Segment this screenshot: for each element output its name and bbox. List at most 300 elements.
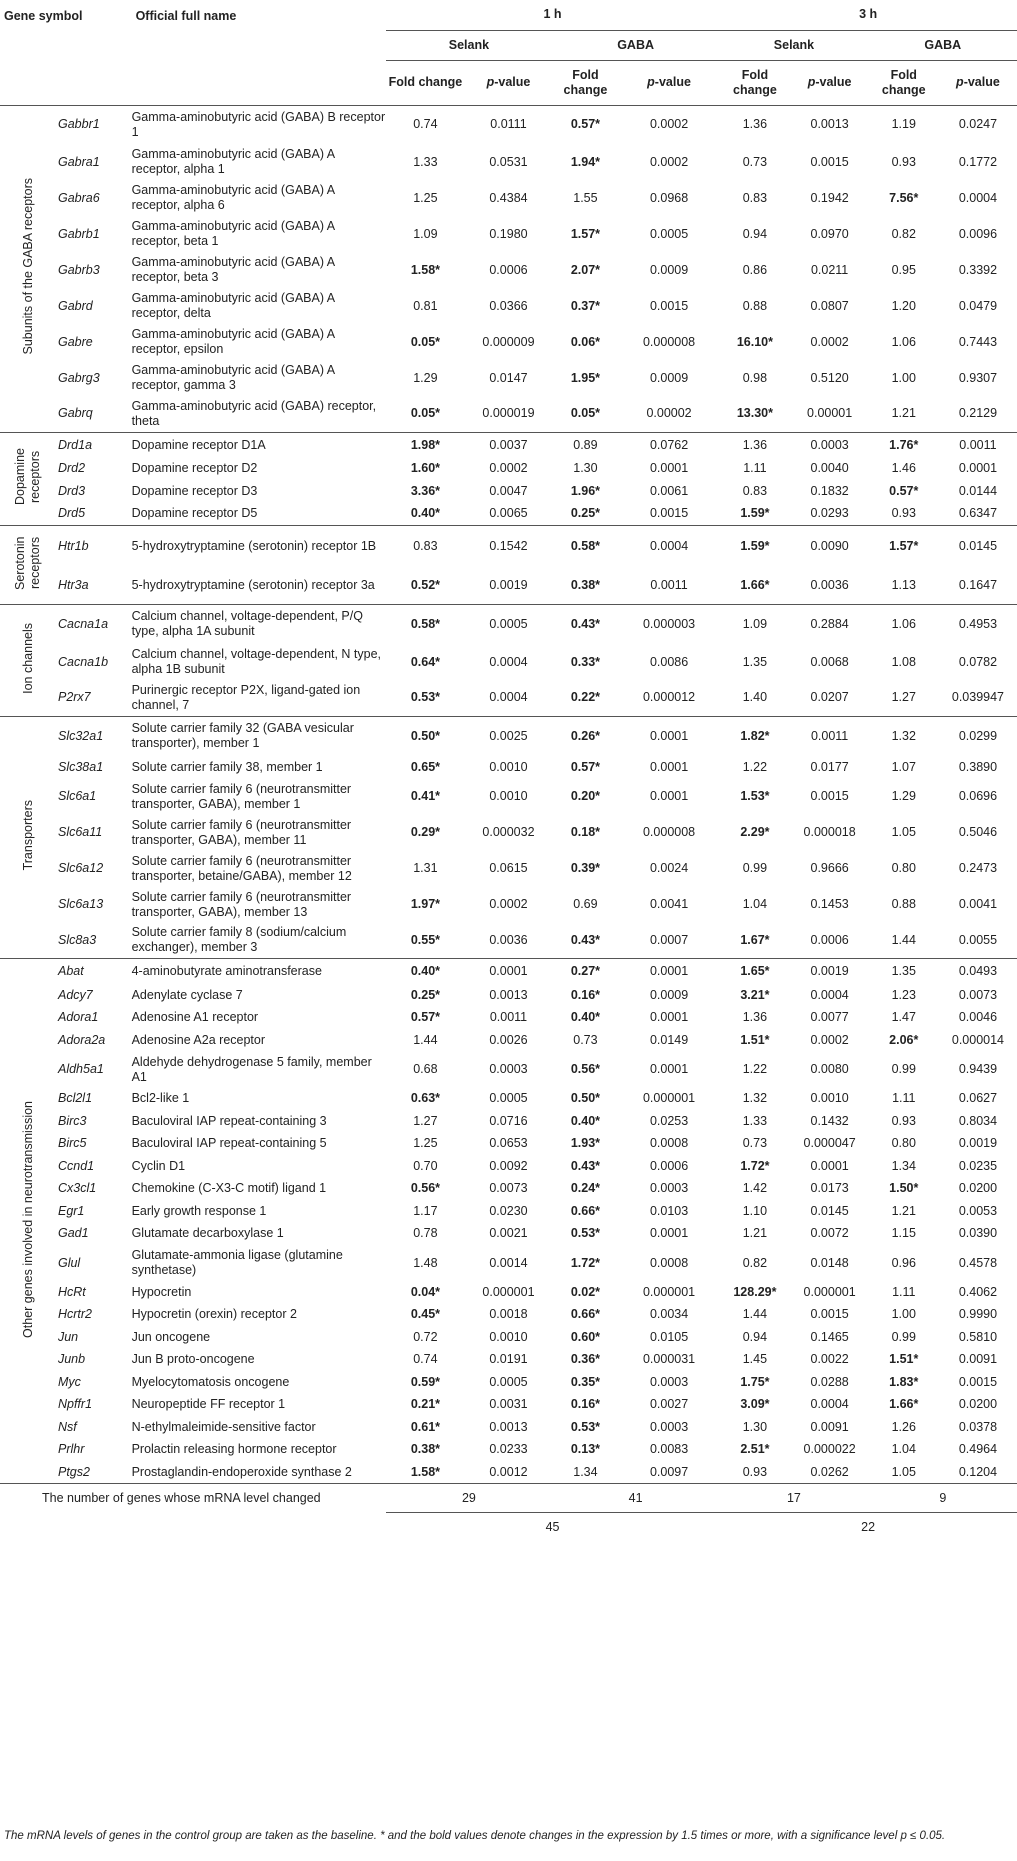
p-value: 0.9307: [958, 370, 998, 385]
table-row: [0, 432, 1017, 458]
p-value: 0.0009: [649, 987, 689, 1002]
p-value: 0.0013: [791, 105, 869, 144]
fold-change-value: 1.17: [413, 1203, 438, 1218]
p-value: 0.0036: [489, 932, 528, 947]
gene-symbol: Junb: [57, 1352, 86, 1367]
fold-change-value: 1.34: [891, 1158, 916, 1173]
fold-change-value: 1.47: [891, 1010, 916, 1025]
gene-full-name: Gamma-aminobutyric acid (GABA) A receptor, epsilon: [131, 327, 335, 356]
p-value: 0.9990: [958, 1307, 998, 1322]
p-value: 0.0293: [810, 506, 849, 520]
table-row: [0, 1326, 1017, 1349]
p-value: 0.0173: [810, 1181, 849, 1196]
p-value: 0.0015: [649, 506, 689, 520]
fold-change-value: 0.83: [742, 483, 768, 498]
p-value: 0.0288: [810, 1374, 849, 1389]
fold-change-value: 0.70: [413, 1158, 438, 1173]
fold-change-value: 1.44: [891, 932, 916, 947]
header-fold-change: Fold change: [552, 60, 619, 105]
fold-change-value: 1.08: [891, 654, 916, 669]
p-value: 0.0001: [465, 959, 552, 985]
gene-full-name: Solute carrier family 6 (neurotransmitter transporter, GABA), member 13: [131, 889, 352, 919]
table-row: [0, 644, 1017, 680]
group-label: Serotonin receptors: [0, 525, 58, 604]
fold-change-value: 0.82: [891, 226, 916, 241]
table-row: [0, 756, 1017, 779]
fold-change-value: 1.29: [413, 370, 438, 385]
p-value: 0.0006: [810, 932, 849, 947]
fold-change-value: 0.93: [891, 154, 916, 169]
p-value: 0.0479: [958, 298, 998, 313]
p-value: 0.0001: [649, 461, 689, 476]
p-value: 0.0762: [619, 432, 719, 458]
gene-symbol: Drd5: [57, 506, 86, 520]
fold-change-value: 0.60*: [570, 1329, 601, 1344]
table-row: [0, 480, 1017, 503]
fold-change-value: 0.93: [891, 506, 916, 520]
table-row: [0, 1304, 1017, 1327]
fold-change-value: 0.83: [742, 190, 768, 205]
p-value: 0.0003: [649, 1181, 689, 1196]
fold-change-value: 1.48: [413, 1255, 438, 1270]
fold-change-value: 1.46: [891, 461, 916, 476]
header-fold-change: Fold change: [719, 60, 790, 105]
gene-symbol: Birc3: [57, 1113, 87, 1128]
fold-change-value: 0.96: [891, 1255, 916, 1270]
fold-change-value: 0.22*: [570, 690, 601, 705]
fold-change-value: 1.66*: [740, 577, 770, 592]
fold-change-value: 0.95: [891, 262, 916, 277]
p-value: 0.2473: [958, 861, 998, 875]
table-row: [0, 180, 1017, 216]
p-value: 0.0037: [465, 432, 552, 458]
gene-symbol: P2rx7: [57, 690, 91, 705]
fold-change-value: 0.94: [742, 226, 768, 241]
p-value: 0.000001: [642, 1091, 696, 1106]
p-value: 0.0047: [489, 483, 528, 498]
fold-change-value: 1.15: [891, 1226, 916, 1241]
table-row: [0, 1461, 1017, 1484]
p-value: 0.0233: [489, 1442, 528, 1457]
p-value: 0.0003: [489, 1062, 528, 1076]
fold-change-value: 0.78: [413, 1226, 438, 1241]
fold-change-value: 0.94: [742, 1329, 768, 1344]
p-value: 0.0366: [489, 298, 528, 313]
p-value: 0.000018: [803, 825, 856, 839]
gene-symbol: Nsf: [57, 1419, 77, 1434]
fold-change-value: 0.18*: [570, 825, 601, 839]
fold-change-value: 1.31: [413, 861, 438, 875]
summary-total-3h: 22: [861, 1519, 876, 1534]
fold-change-value: 0.56*: [570, 1062, 601, 1076]
fold-change-value: 0.59*: [410, 1374, 441, 1389]
fold-change-value: 1.51*: [740, 1032, 770, 1047]
group-label: Subunits of the GABA receptors: [0, 105, 58, 432]
gene-symbol: Gad1: [57, 1226, 89, 1241]
fold-change-value: 1.09: [413, 226, 438, 241]
p-value: 0.000001: [642, 1284, 696, 1299]
gene-full-name: Adenosine A2a receptor: [131, 1032, 266, 1047]
p-value: 0.0008: [649, 1255, 689, 1270]
fold-change-value: 0.57*: [889, 483, 919, 498]
p-value: 0.0092: [489, 1158, 528, 1173]
header-3h-gaba: GABA: [869, 30, 1017, 60]
p-value: 0.0091: [958, 1352, 998, 1367]
gene-symbol: Npffr1: [57, 1397, 93, 1412]
table-row: [0, 1178, 1017, 1201]
gene-full-name: Gamma-aminobutyric acid (GABA) A receptor, gamma 3: [131, 363, 335, 392]
gene-full-name: Neuropeptide FF receptor 1: [131, 1397, 286, 1412]
gene-full-name: Prolactin releasing hormone receptor: [131, 1442, 337, 1457]
gene-full-name: Hypocretin: [131, 1284, 192, 1299]
table-row: [0, 1133, 1017, 1156]
fold-change-value: 3.09*: [740, 1397, 770, 1412]
gene-symbol: Gabbr1: [58, 105, 132, 144]
p-value: 0.0615: [489, 861, 528, 875]
p-value: 0.0653: [489, 1136, 528, 1151]
p-value: 0.0041: [958, 897, 998, 911]
fold-change-value: 1.33: [742, 1113, 768, 1128]
fold-change-value: 0.05*: [410, 406, 441, 421]
table-row: [0, 503, 1017, 526]
p-value: 0.000047: [803, 1136, 856, 1151]
p-value: 0.0001: [619, 716, 719, 756]
p-value: 0.3392: [958, 262, 998, 277]
fold-change-value: 0.73: [573, 1032, 598, 1047]
p-value: 0.1204: [958, 1464, 998, 1479]
gene-full-name: Gamma-aminobutyric acid (GABA) receptor, theta: [131, 398, 377, 428]
fold-change-value: 0.74: [413, 1352, 438, 1367]
p-value: 0.0004: [489, 690, 528, 705]
p-value: 0.0011: [939, 432, 1017, 458]
fold-change-value: 0.53*: [410, 690, 441, 705]
p-value: 0.0009: [649, 262, 689, 277]
fold-change-value: 1.04: [742, 897, 768, 911]
fold-change-value: 0.50*: [570, 1091, 601, 1106]
fold-change-value: 1.65*: [719, 959, 790, 985]
p-value: 0.1772: [958, 154, 998, 169]
fold-change-value: 1.11: [892, 1091, 916, 1106]
gene-symbol: Adora1: [57, 1010, 99, 1025]
fold-change-value: 1.76*: [869, 432, 939, 458]
p-value: 0.5120: [810, 370, 849, 385]
p-value: 0.0207: [810, 690, 849, 705]
p-value: 0.0968: [649, 190, 689, 205]
fold-change-value: 1.25: [413, 190, 438, 205]
p-value: 0.0177: [810, 759, 849, 774]
gene-full-name: Calcium channel, voltage-dependent, N type, alpha 1B subunit: [131, 647, 382, 676]
fold-change-value: 1.27: [891, 690, 916, 705]
p-value: 0.0103: [649, 1203, 689, 1218]
table-row: [0, 525, 1017, 567]
fold-change-value: 0.36*: [570, 1352, 601, 1367]
gene-full-name: Solute carrier family 38, member 1: [131, 759, 323, 774]
gene-symbol: Abat: [58, 959, 132, 985]
p-value: 0.3890: [958, 759, 998, 774]
gene-symbol: Glul: [57, 1255, 81, 1270]
summary-count: 41: [552, 1484, 719, 1513]
fold-change-value: 1.32: [869, 716, 939, 756]
fold-change-value: 0.04*: [410, 1284, 441, 1299]
fold-change-value: 1.36: [742, 1010, 768, 1025]
table-row: [0, 815, 1017, 851]
fold-change-value: 1.06: [891, 334, 916, 349]
fold-change-value: 0.02*: [570, 1284, 601, 1299]
p-value: 0.0073: [958, 987, 998, 1002]
table-row: [0, 252, 1017, 288]
p-value: 0.0111: [465, 105, 552, 144]
p-value: 0.0253: [649, 1113, 689, 1128]
summary-count: 9: [869, 1484, 1017, 1513]
p-value: 0.0200: [958, 1397, 998, 1412]
gene-symbol: Adcy7: [57, 987, 93, 1002]
table-row: [0, 1416, 1017, 1439]
fold-change-value: 1.58*: [410, 1464, 441, 1479]
p-value: 0.0006: [489, 262, 528, 277]
table-row: [0, 1155, 1017, 1178]
group-label: Transporters: [0, 716, 58, 959]
p-value: 0.5046: [958, 825, 998, 839]
fold-change-value: 0.93: [891, 1113, 916, 1128]
fold-change-value: 0.73: [742, 154, 768, 169]
gene-symbol: Gabrb1: [57, 226, 100, 241]
p-value: 0.0040: [810, 461, 849, 476]
group-label: Ion channels: [0, 604, 58, 716]
fold-change-value: 0.73: [742, 1136, 768, 1151]
fold-change-value: 0.24*: [570, 1181, 601, 1196]
group-label: Dopamine receptors: [0, 432, 58, 525]
table-row: [0, 1223, 1017, 1246]
gene-symbol: Drd3: [57, 483, 86, 498]
gene-full-name: Gamma-aminobutyric acid (GABA) A receptor, beta 3: [131, 255, 335, 284]
table-row: [0, 604, 1017, 644]
p-value: 0.0001: [810, 1158, 849, 1173]
table-row: [0, 984, 1017, 1007]
fold-change-value: 1.58*: [410, 262, 441, 277]
fold-change-value: 3.36*: [410, 483, 441, 498]
p-value: 0.0091: [810, 1419, 849, 1434]
p-value: 0.0021: [489, 1226, 528, 1241]
gene-symbol: Slc6a12: [57, 861, 104, 875]
fold-change-value: 0.53*: [570, 1226, 601, 1241]
fold-change-value: 1.22: [742, 759, 768, 774]
p-value: 0.0002: [810, 334, 849, 349]
p-value: 0.0015: [958, 1374, 998, 1389]
fold-change-value: 1.26: [891, 1419, 916, 1434]
p-value: 0.000014: [951, 1032, 1005, 1047]
summary-count: 17: [719, 1484, 868, 1513]
fold-change-value: 0.40*: [386, 959, 465, 985]
p-value: 0.0531: [489, 154, 528, 169]
gene-full-name: Solute carrier family 6 (neurotransmitter transporter, GABA), member 1: [131, 781, 352, 811]
fold-change-value: 0.25*: [570, 506, 601, 520]
fold-change-value: 1.93*: [570, 1136, 601, 1151]
gene-full-name: Solute carrier family 32 (GABA vesicular transporter), member 1: [132, 716, 386, 756]
header-gene-symbol: Gene symbol: [4, 9, 83, 23]
fold-change-value: 0.88: [742, 298, 768, 313]
p-value: 0.000009: [482, 334, 535, 349]
table-summary: [0, 1484, 1017, 1542]
p-value: 0.0031: [489, 1397, 528, 1412]
fold-change-value: 1.98*: [386, 432, 465, 458]
fold-change-value: 0.20*: [570, 789, 601, 803]
summary-total-1h: 45: [545, 1519, 560, 1534]
gene-symbol: Birc5: [57, 1136, 87, 1151]
gene-symbol: Gabra6: [57, 190, 100, 205]
fold-change-value: 1.60*: [410, 461, 441, 476]
fold-change-value: 0.82: [742, 1255, 768, 1270]
p-value: 0.1832: [810, 483, 849, 498]
fold-change-value: 1.19: [869, 105, 939, 144]
table-row: [0, 1245, 1017, 1281]
p-value: 0.0200: [958, 1181, 998, 1196]
table-row: [0, 324, 1017, 360]
p-value: 0.7443: [958, 334, 998, 349]
gene-full-name: Solute carrier family 8 (sodium/calcium exchanger), member 3: [131, 925, 347, 955]
p-value: 0.000032: [482, 825, 535, 839]
fold-change-value: 0.57*: [552, 105, 619, 144]
gene-full-name: Baculoviral IAP repeat-containing 5: [131, 1136, 327, 1151]
p-value: 0.0015: [810, 154, 849, 169]
fold-change-value: 1.40: [742, 690, 768, 705]
p-value: 0.0006: [649, 1158, 689, 1173]
group-label: Other genes involved in neurotransmission: [0, 959, 58, 1484]
fold-change-value: 1.57*: [570, 226, 601, 241]
header-1h-gaba: GABA: [552, 30, 719, 60]
p-value: 0.0041: [649, 897, 689, 911]
gene-full-name: Glutamate decarboxylase 1: [131, 1226, 284, 1241]
gene-full-name: Dopamine receptor D1A: [132, 432, 386, 458]
p-value: 0.0627: [958, 1091, 998, 1106]
fold-change-value: 1.07: [891, 759, 916, 774]
table-row: [0, 1349, 1017, 1372]
p-value: 0.9439: [958, 1062, 998, 1076]
p-value: 0.0247: [939, 105, 1017, 144]
p-value: 0.0072: [810, 1226, 849, 1241]
gene-symbol: Egr1: [57, 1203, 85, 1218]
fold-change-value: 1.00: [891, 370, 916, 385]
p-value: 0.0011: [791, 716, 869, 756]
fold-change-value: 1.05: [891, 1464, 916, 1479]
p-value: 0.2129: [958, 406, 998, 421]
p-value: 0.6347: [958, 506, 998, 520]
p-value: 0.0086: [649, 654, 689, 669]
fold-change-value: 1.94*: [570, 154, 601, 169]
gene-symbol: Htr3a: [57, 577, 89, 592]
p-value: 0.0696: [958, 789, 998, 803]
table-row: [0, 458, 1017, 481]
fold-change-value: 0.16*: [570, 987, 601, 1002]
p-value: 0.0027: [649, 1397, 689, 1412]
fold-change-value: 1.10: [742, 1203, 768, 1218]
fold-change-value: 1.83*: [889, 1374, 919, 1389]
header-3h: 3 h: [859, 7, 878, 22]
p-value: 0.039947: [951, 690, 1005, 705]
p-value: 0.0018: [489, 1307, 528, 1322]
p-value: 0.0145: [939, 525, 1017, 567]
gene-full-name: Aldehyde dehydrogenase 5 family, member A1: [131, 1054, 372, 1084]
fold-change-value: 0.65*: [410, 759, 441, 774]
fold-change-value: 1.44: [413, 1032, 438, 1047]
gene-symbol: Myc: [57, 1374, 81, 1389]
p-value: 0.0004: [810, 1397, 849, 1412]
p-value: 0.0068: [810, 654, 849, 669]
table-row: [0, 851, 1017, 887]
gene-symbol: Htr1b: [58, 525, 132, 567]
p-value: 0.0036: [810, 577, 849, 592]
fold-change-value: 0.58*: [552, 525, 619, 567]
p-value: 0.0001: [649, 789, 689, 803]
gene-symbol: Slc6a13: [57, 897, 104, 911]
gene-full-name: Gamma-aminobutyric acid (GABA) A receptor, beta 1: [131, 219, 335, 248]
fold-change-value: 1.21: [891, 406, 916, 421]
p-value: 0.4384: [489, 190, 528, 205]
p-value: 0.5810: [958, 1329, 998, 1344]
p-value: 0.0004: [958, 190, 998, 205]
fold-change-value: 2.07*: [570, 262, 601, 277]
fold-change-value: 1.21: [891, 1203, 916, 1218]
gene-full-name: Gamma-aminobutyric acid (GABA) A receptor, alpha 1: [131, 147, 335, 176]
gene-symbol: Gabra1: [57, 154, 100, 169]
table-row: [0, 216, 1017, 252]
p-value: 0.1647: [958, 577, 998, 592]
gene-symbol: Drd1a: [58, 432, 132, 458]
fold-change-value: 128.29*: [733, 1284, 777, 1299]
table-row: [0, 1088, 1017, 1111]
fold-change-value: 0.66*: [570, 1307, 601, 1322]
p-value: 0.0970: [810, 226, 849, 241]
fold-change-value: 0.69: [573, 897, 598, 911]
fold-change-value: 0.39*: [570, 861, 601, 875]
p-value: 0.1432: [810, 1113, 849, 1128]
p-value: 0.0046: [958, 1010, 998, 1025]
table-row: [0, 1200, 1017, 1223]
p-value: 0.0073: [489, 1181, 528, 1196]
gene-symbol: Gabrb3: [57, 262, 100, 277]
table-row: [0, 1394, 1017, 1417]
p-value: 0.0080: [810, 1062, 849, 1076]
gene-symbol: Cacna1b: [57, 654, 109, 669]
p-value: 0.0077: [810, 1010, 849, 1025]
fold-change-value: 1.23: [891, 987, 916, 1002]
table-row: [0, 1110, 1017, 1133]
header-official-name: Official full name: [135, 9, 237, 23]
fold-change-value: 13.30*: [736, 406, 773, 421]
table-row: [0, 1029, 1017, 1052]
gene-symbol: HcRt: [57, 1284, 86, 1299]
fold-change-value: 0.63*: [410, 1091, 441, 1106]
p-value: 0.0015: [810, 1307, 849, 1322]
fold-change-value: 0.29*: [410, 825, 441, 839]
p-value: 0.0019: [489, 577, 528, 592]
fold-change-value: 1.34: [573, 1464, 598, 1479]
fold-change-value: 0.27*: [552, 959, 619, 985]
p-value: 0.0024: [649, 861, 689, 875]
fold-change-value: 0.40*: [570, 1010, 601, 1025]
fold-change-value: 1.05: [891, 825, 916, 839]
p-value: 0.000008: [642, 334, 696, 349]
fold-change-value: 0.52*: [410, 577, 441, 592]
gene-full-name: Baculoviral IAP repeat-containing 3: [131, 1113, 327, 1128]
p-value: 0.4062: [958, 1284, 998, 1299]
fold-change-value: 1.13: [891, 577, 916, 592]
gene-full-name: Bcl2-like 1: [131, 1091, 190, 1106]
fold-change-value: 0.55*: [410, 932, 441, 947]
p-value: 0.00002: [646, 406, 692, 421]
p-value: 0.0002: [489, 897, 528, 911]
p-value: 0.1465: [810, 1329, 849, 1344]
gene-symbol: Cacna1a: [58, 604, 132, 644]
